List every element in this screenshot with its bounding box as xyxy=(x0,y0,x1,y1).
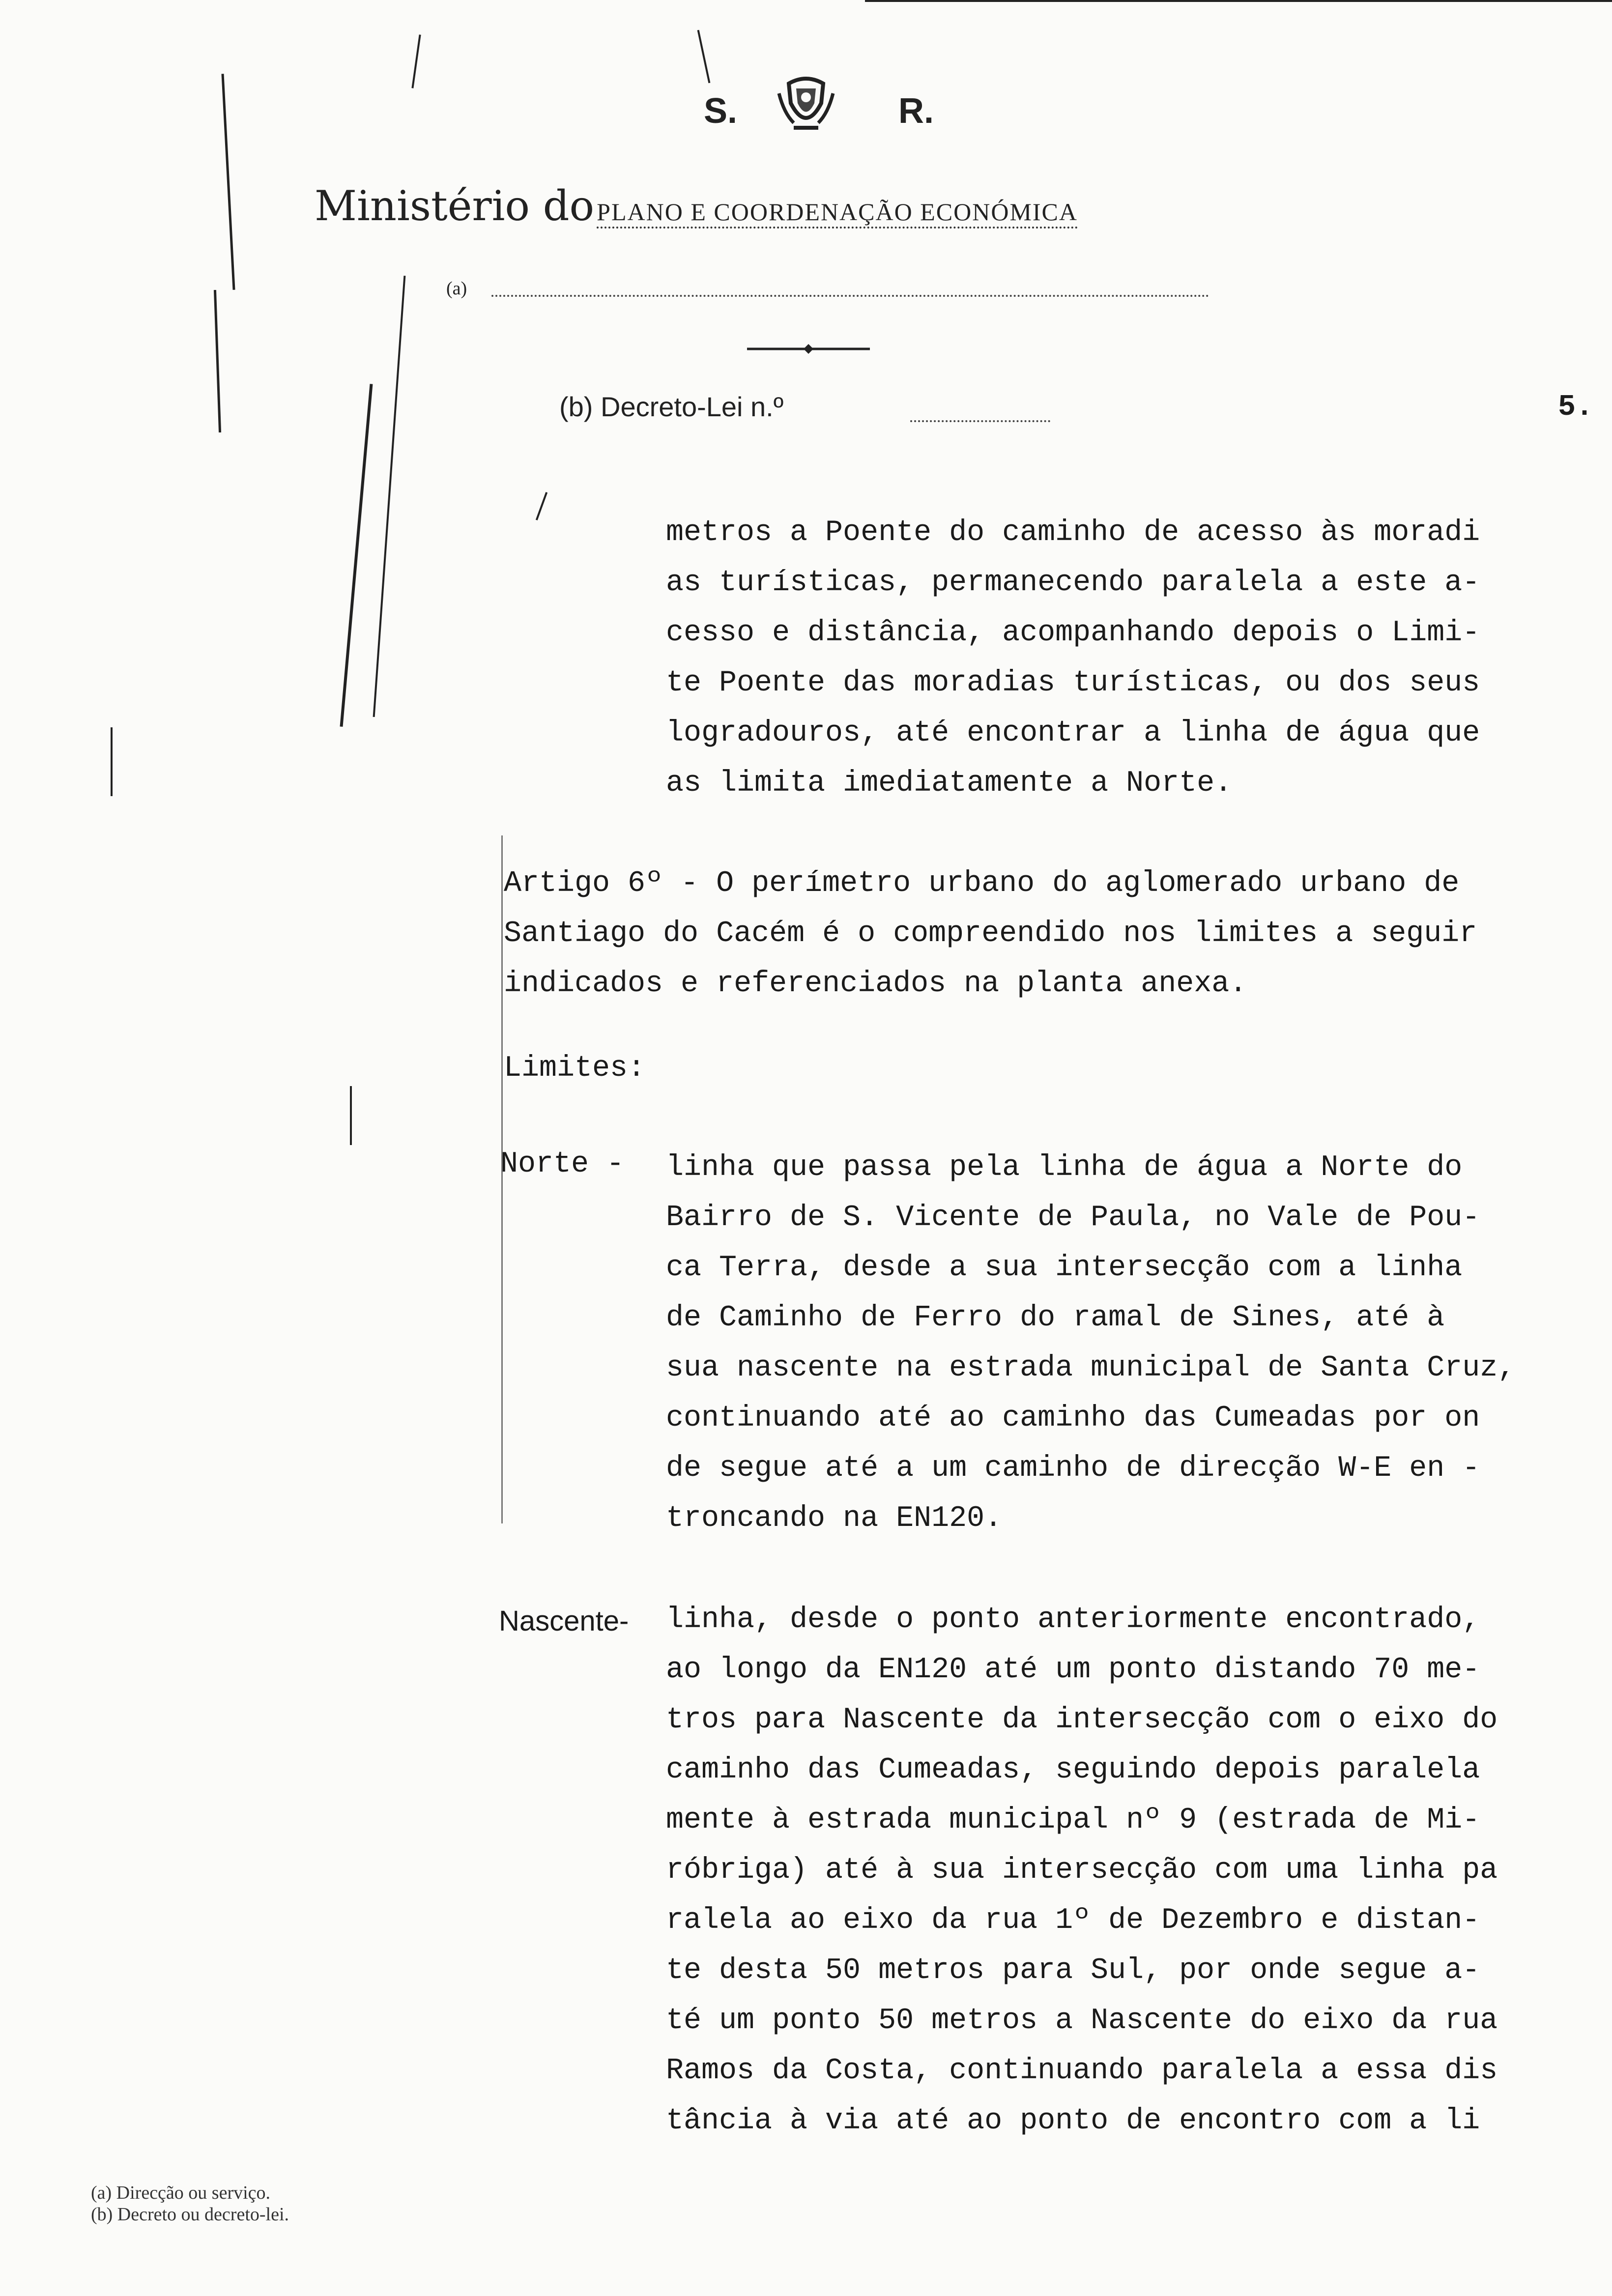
header-right-letter: R. xyxy=(898,91,934,131)
article-paragraph xyxy=(504,859,1477,1009)
text-line: de segue até a um caminho de direcção W-E en - xyxy=(666,1452,1480,1485)
text-line: metros a Poente do caminho de acesso às moradi xyxy=(666,516,1480,549)
header-left-letter: S. xyxy=(704,91,738,131)
page-number: 5. xyxy=(1558,391,1594,424)
scan-mark xyxy=(350,1086,352,1145)
decree-label: (b) Decreto-Lei n.º xyxy=(559,391,784,422)
scan-mark xyxy=(373,276,406,717)
limits-heading: Limites: xyxy=(504,1052,646,1085)
intro-paragraph xyxy=(666,508,1480,808)
text-line: continuando até ao caminho das Cumeadas por on xyxy=(666,1402,1480,1435)
text-line: logradouros, até encontrar a linha de água que xyxy=(666,717,1480,750)
text-line: de Caminho de Ferro do ramal de Sines, até à xyxy=(666,1301,1445,1335)
ministry-prefix: Ministério do xyxy=(315,182,595,230)
scan-mark xyxy=(111,727,113,796)
text-line: indicados e referenciados na planta anexa. xyxy=(504,967,1247,1001)
text-line: linha que passa pela linha de água a Norte do xyxy=(666,1151,1463,1184)
scan-mark xyxy=(536,492,547,520)
text-line: cesso e distância, acompanhando depois o Limi- xyxy=(666,616,1480,650)
text-line: caminho das Cumeadas, seguindo depois paralela xyxy=(666,1753,1480,1787)
text-line: mente à estrada municipal nº 9 (estrada de Mi- xyxy=(666,1804,1480,1837)
decree-number-line xyxy=(910,420,1050,422)
text-line: ralela ao eixo da rua 1º de Dezembro e distan- xyxy=(666,1904,1480,1937)
scan-mark xyxy=(340,384,373,727)
text-line: tros para Nascente da intersecção com o eixo do xyxy=(666,1703,1498,1737)
text-line: linha, desde o ponto anteriormente encontrado, xyxy=(666,1603,1480,1636)
norte-label: Norte - xyxy=(500,1148,625,1181)
text-line: Ramos da Costa, continuando paralela a essa dis xyxy=(666,2054,1498,2088)
text-line: Santiago do Cacém é o compreendido nos limites a seguir xyxy=(504,917,1477,950)
text-line: Artigo 6º - O perímetro urbano do aglomerado urbano de xyxy=(504,867,1460,900)
scan-mark xyxy=(865,0,1612,2)
nascente-paragraph xyxy=(666,1595,1497,2146)
text-line: te Poente das moradias turísticas, ou dos seus xyxy=(666,666,1480,700)
scan-mark xyxy=(214,290,221,432)
text-line: troncando na EN120. xyxy=(666,1502,1003,1535)
text-line: Bairro de S. Vicente de Paula, no Vale de Pou- xyxy=(666,1201,1480,1234)
ministry-name: PLANO E COORDENAÇÃO ECONÓMICA xyxy=(597,198,1078,229)
scan-mark xyxy=(697,30,711,83)
text-line: té um ponto 50 metros a Nascente do eixo da rua xyxy=(666,2004,1498,2038)
ornament-divider xyxy=(747,344,870,354)
text-line: ao longo da EN120 até um ponto distando 70 me- xyxy=(666,1653,1480,1687)
field-a-line xyxy=(491,295,1209,297)
scan-mark xyxy=(221,74,235,290)
footnotes xyxy=(91,2182,289,2225)
ministry-title xyxy=(315,182,1078,230)
nascente-label: Nascente- xyxy=(499,1605,629,1637)
text-line: tância à via até ao ponto de encontro com a li xyxy=(666,2104,1480,2138)
footnote-a: (a) Direcção ou serviço. xyxy=(91,2182,271,2203)
scan-mark xyxy=(411,34,421,88)
text-line: te desta 50 metros para Sul, por onde segue a- xyxy=(666,1954,1480,1987)
text-line: ca Terra, desde a sua intersecção com a linha xyxy=(666,1251,1463,1285)
footnote-b: (b) Decreto ou decreto-lei. xyxy=(91,2204,289,2225)
coat-of-arms-icon xyxy=(774,74,838,138)
text-line: róbriga) até à sua intersecção com uma linha pa xyxy=(666,1854,1498,1887)
text-line: as turísticas, permanecendo paralela a este a- xyxy=(666,566,1480,600)
norte-paragraph xyxy=(666,1143,1515,1544)
text-line: sua nascente na estrada municipal de Santa Cruz, xyxy=(666,1351,1516,1385)
field-a-label: (a) xyxy=(446,278,467,299)
text-line: as limita imediatamente a Norte. xyxy=(666,767,1233,800)
